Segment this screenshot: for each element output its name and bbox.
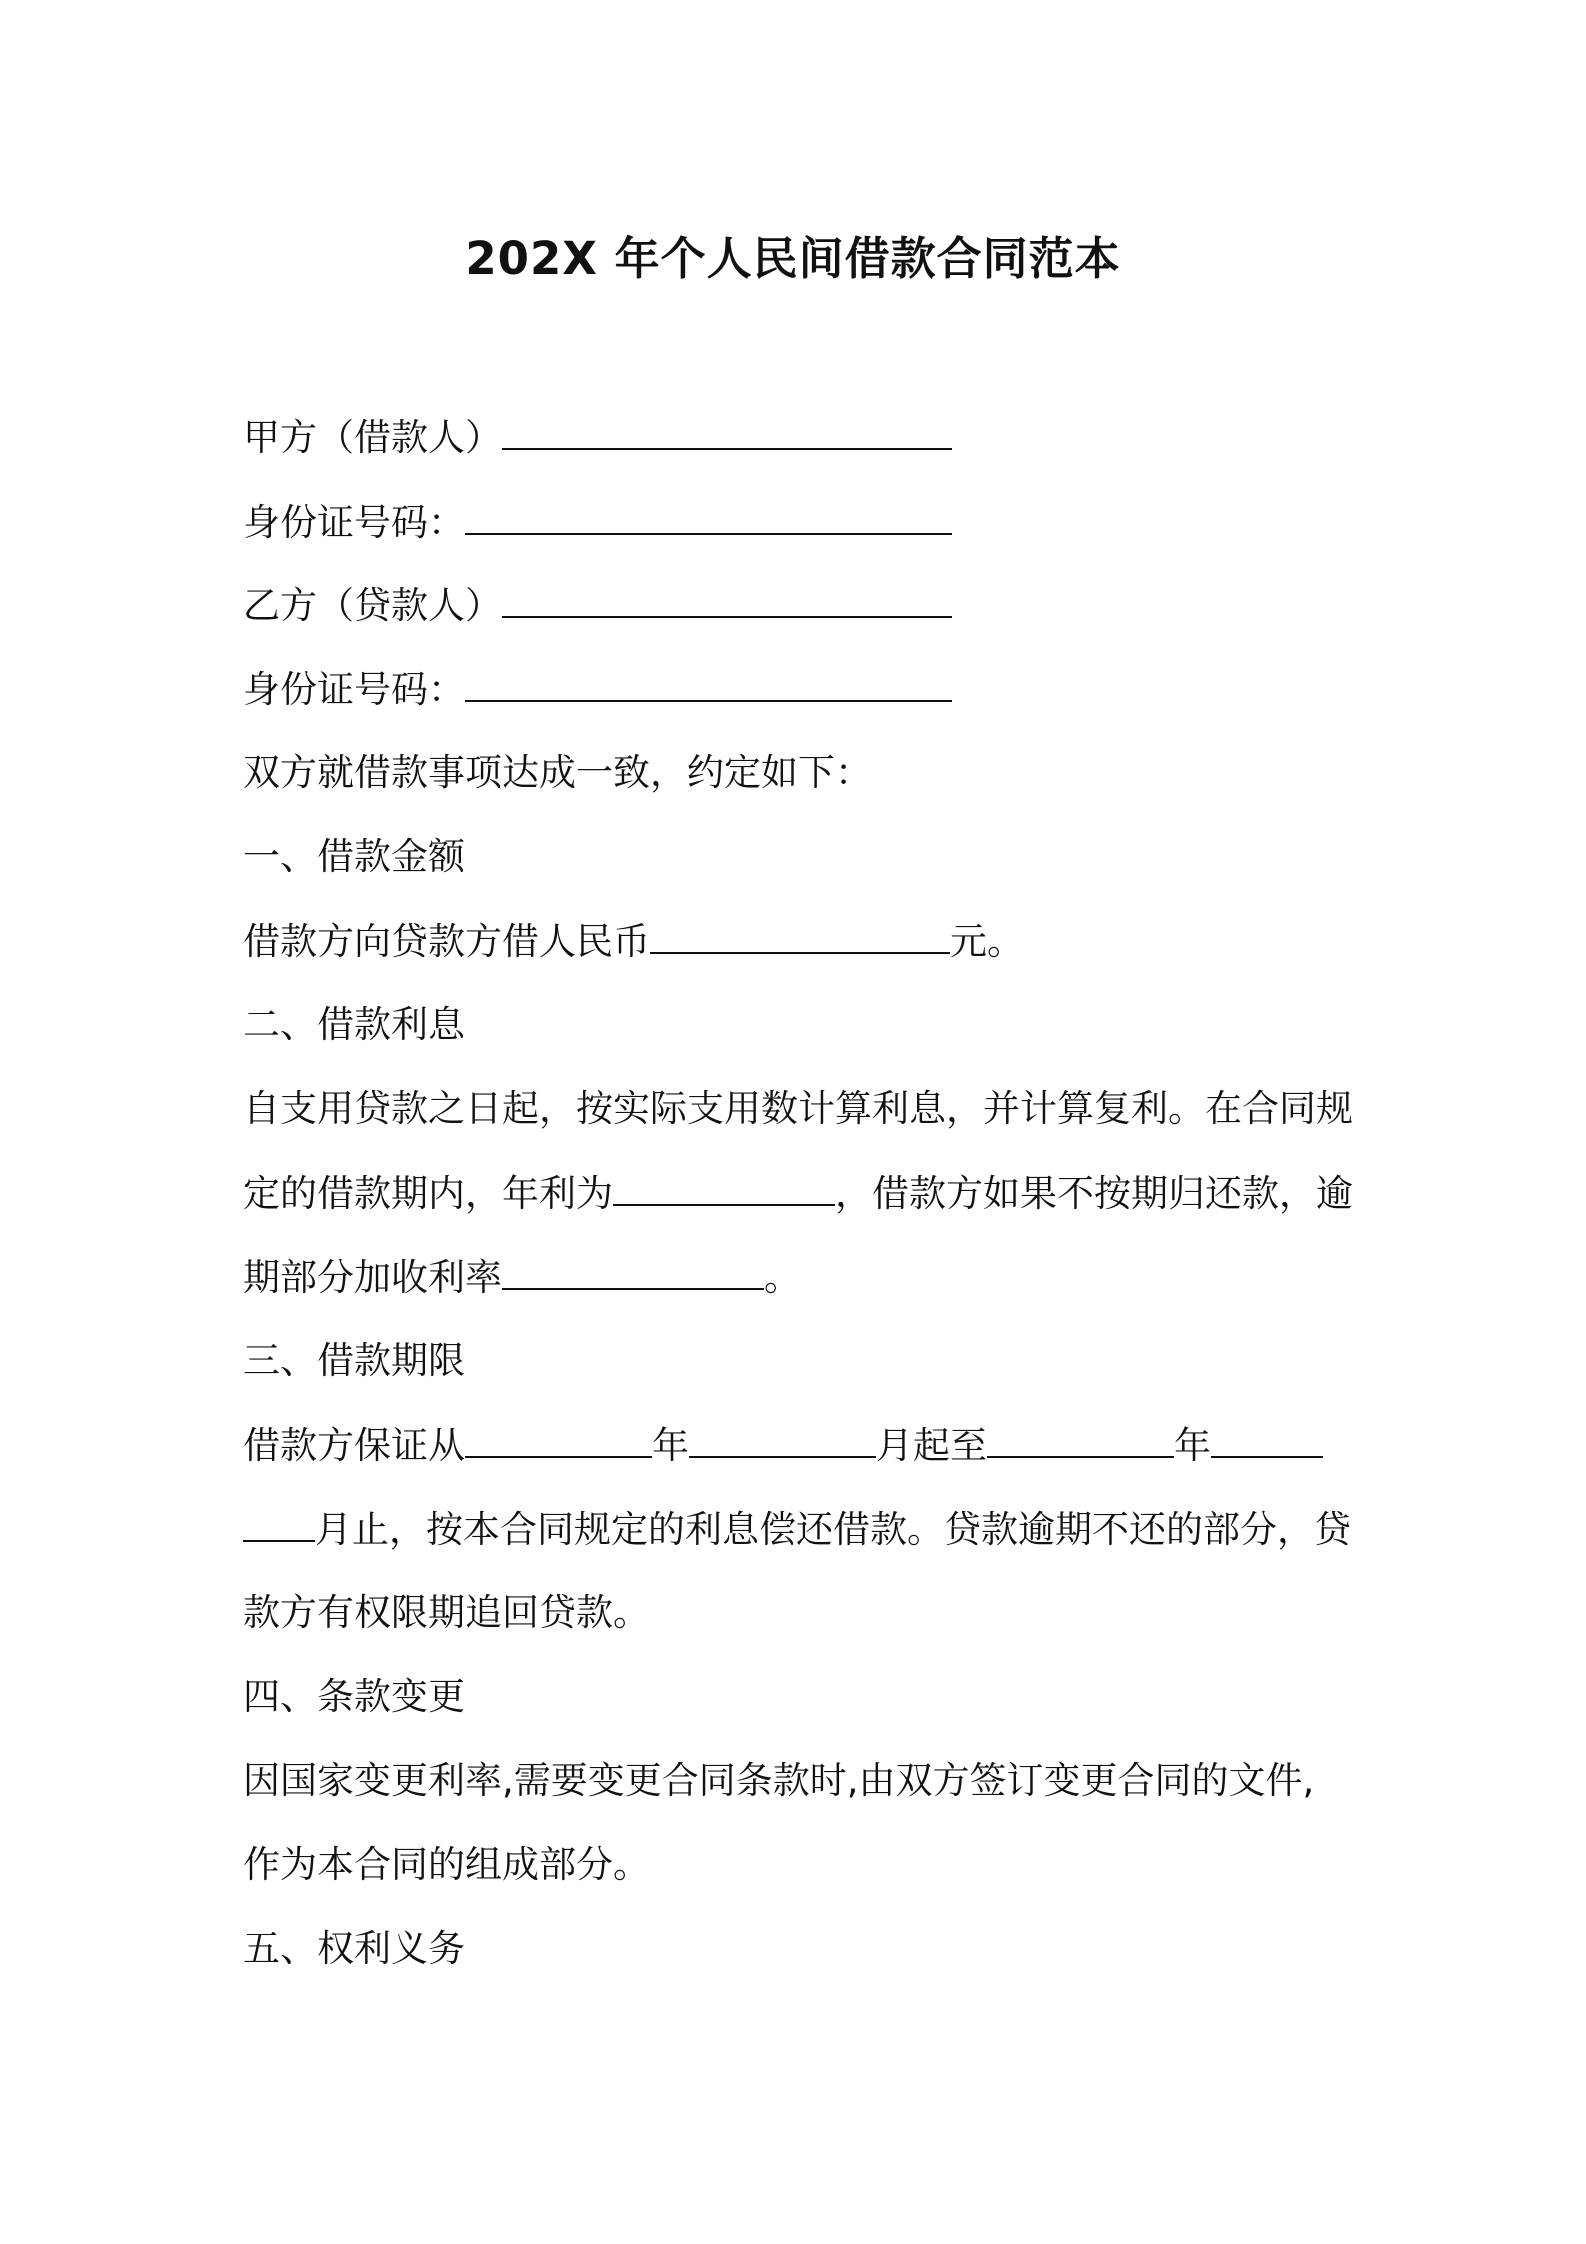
id-blank-2[interactable] — [465, 664, 952, 702]
end-year-blank[interactable] — [987, 1420, 1174, 1458]
id-line-1 — [243, 497, 952, 548]
agreement-intro: 双方就借款事项达成一致，约定如下： — [243, 751, 872, 794]
s3-line1-d: 年 — [1174, 1424, 1211, 1467]
s1-text-before: 借款方向贷款方借人民币 — [243, 920, 650, 963]
section-3-line-3: 款方有权限期追回贷款。 — [243, 1591, 650, 1634]
s3-line1-b: 年 — [652, 1424, 689, 1467]
loan-amount-blank[interactable] — [650, 916, 950, 954]
s2-line3-after: 。 — [764, 1256, 801, 1299]
section-2-line-2 — [243, 1168, 1353, 1219]
id-line-2 — [243, 664, 952, 715]
s1-text-after: 元。 — [950, 920, 1024, 963]
document-title: 202X 年个人民间借款合同范本 — [465, 232, 1121, 285]
section-4-line-2: 作为本合同的组成部分。 — [243, 1843, 650, 1886]
section-5-heading: 五、权利义务 — [243, 1927, 465, 1970]
section-2-line-1: 自支用贷款之日起，按实际支用数计算利息，并计算复利。在合同规 — [243, 1087, 1353, 1130]
s2-line3-before: 期部分加收利率 — [243, 1256, 502, 1299]
section-2-line-3 — [243, 1252, 801, 1303]
party-a-line — [243, 412, 952, 463]
section-3-line-2 — [243, 1504, 1351, 1555]
overdue-rate-blank[interactable] — [502, 1252, 764, 1290]
section-4-heading: 四、条款变更 — [243, 1675, 465, 1718]
id-label-1: 身份证号码： — [243, 501, 465, 544]
s2-line2-after: ，借款方如果不按期归还款，逾 — [835, 1172, 1353, 1215]
end-month-blank-part-1[interactable] — [1211, 1420, 1323, 1458]
section-1-text — [243, 916, 1024, 967]
s3-line1-a: 借款方保证从 — [243, 1424, 465, 1467]
party-a-blank[interactable] — [502, 412, 952, 450]
party-b-blank[interactable] — [502, 580, 952, 618]
end-month-blank-part-2[interactable] — [243, 1504, 315, 1542]
section-3-line-1 — [243, 1420, 1323, 1471]
party-b-label: 乙方（贷款人） — [243, 584, 502, 627]
s2-line2-before: 定的借款期内，年利为 — [243, 1172, 613, 1215]
party-b-line — [243, 580, 952, 631]
id-blank-1[interactable] — [465, 497, 952, 535]
start-year-blank[interactable] — [465, 1420, 652, 1458]
section-4-line-1: 因国家变更利率,需要变更合同条款时,由双方签订变更合同的文件, — [243, 1759, 1315, 1802]
section-2-heading: 二、借款利息 — [243, 1003, 465, 1046]
party-a-label: 甲方（借款人） — [243, 416, 502, 459]
s3-line2-after: 月止，按本合同规定的利息偿还借款。贷款逾期不还的部分，贷 — [315, 1508, 1351, 1551]
section-1-heading: 一、借款金额 — [243, 835, 465, 878]
id-label-2: 身份证号码： — [243, 668, 465, 711]
section-3-heading: 三、借款期限 — [243, 1339, 465, 1382]
annual-rate-blank[interactable] — [613, 1168, 835, 1206]
s3-line1-c: 月起至 — [876, 1424, 987, 1467]
start-month-blank[interactable] — [689, 1420, 876, 1458]
